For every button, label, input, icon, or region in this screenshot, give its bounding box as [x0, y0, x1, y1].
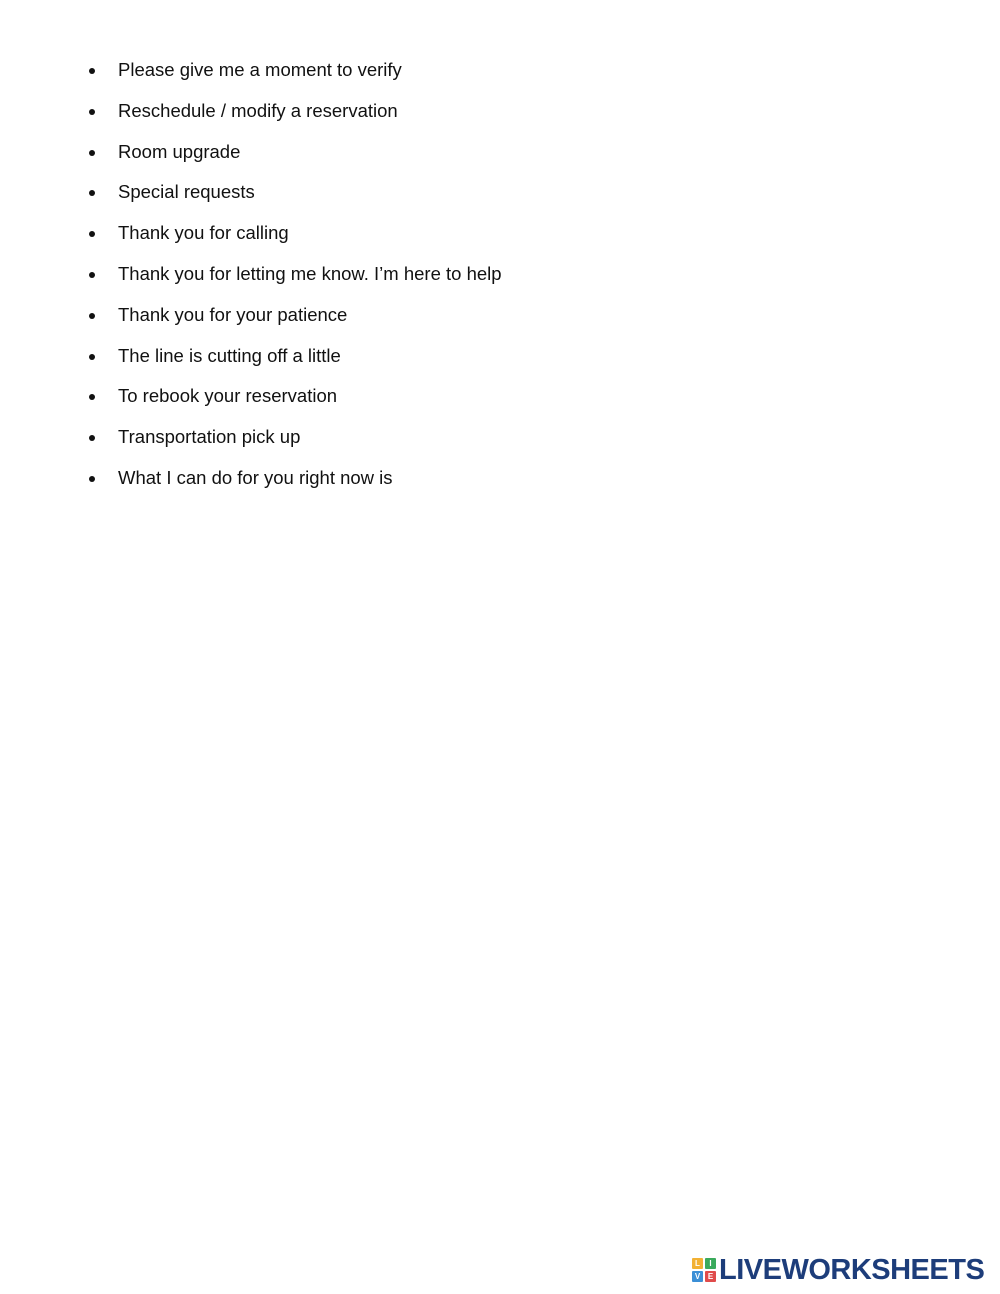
bullet-icon	[89, 354, 95, 360]
logo-mark-cell: I	[705, 1258, 716, 1269]
list-item-text: Room upgrade	[118, 140, 241, 162]
bullet-icon	[89, 190, 95, 196]
list-item-text: To rebook your reservation	[118, 385, 338, 407]
bullet-icon	[89, 394, 95, 400]
logo-mark-cell: V	[692, 1271, 703, 1282]
list-item-text: Transportation pick up	[118, 426, 301, 448]
logo-mark-cell: E	[705, 1271, 716, 1282]
liveworksheets-logo[interactable]	[692, 1255, 984, 1285]
bullet-icon	[89, 313, 95, 319]
list-item-text: Thank you for letting me know. I’m here to help	[118, 262, 502, 284]
logo-mark-cell: L	[692, 1258, 703, 1269]
bullet-icon	[89, 68, 95, 74]
list-item-text: Please give me a moment to verify	[118, 59, 402, 80]
bullet-icon	[89, 231, 95, 237]
list-item-text: The line is cutting off a little	[118, 344, 341, 366]
list-item-text: Reschedule / modify a reservation	[118, 99, 398, 121]
bullet-icon	[89, 150, 95, 156]
list-item-text: Thank you for your patience	[118, 303, 348, 325]
list-item-text: Thank you for calling	[118, 222, 289, 244]
logo-text: LIVEWORKSHEETS	[719, 1254, 985, 1286]
logo-mark-icon	[692, 1258, 716, 1282]
bullet-icon	[89, 435, 95, 441]
bullet-icon	[89, 476, 95, 482]
bullet-icon	[89, 109, 95, 115]
bullet-icon	[89, 272, 95, 278]
list-item-text: Special requests	[118, 181, 255, 203]
list-item-text: What I can do for you right now is	[118, 466, 393, 488]
